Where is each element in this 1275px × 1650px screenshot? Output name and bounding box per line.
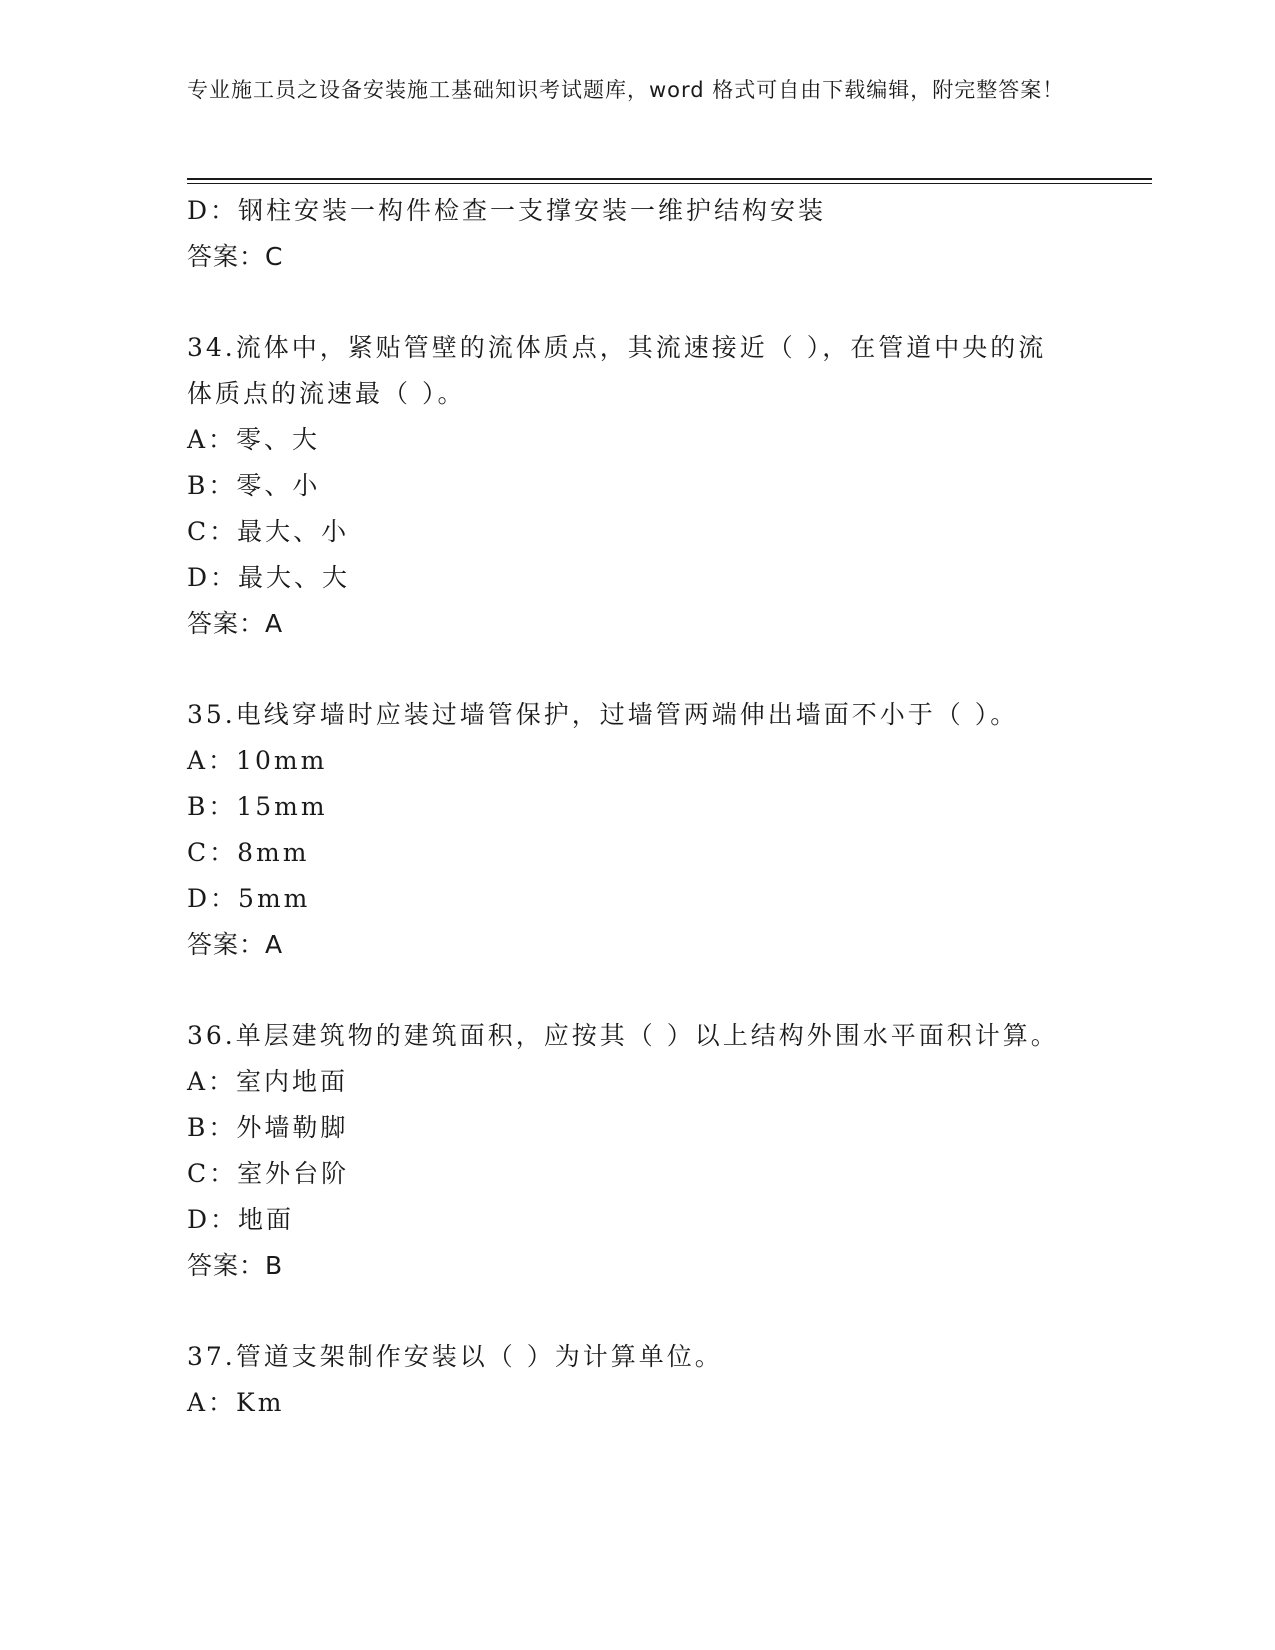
option-a: A：零、大 (187, 425, 321, 454)
answer-line: 答案：A (187, 609, 284, 638)
question-35 (187, 692, 1067, 968)
option-a: A：Km (187, 1388, 285, 1417)
question-36 (187, 1013, 1067, 1289)
option-b: B：15mm (187, 792, 328, 821)
question-stem: 35.电线穿墙时应装过墙管保护，过墙管两端伸出墙面不小于（ ）。 (187, 700, 1019, 729)
option-a: A：室内地面 (187, 1067, 349, 1096)
option-d: D：地面 (187, 1205, 295, 1234)
option-b: B：零、小 (187, 471, 321, 500)
answer-line: 答案：B (187, 1251, 284, 1280)
option-d: D：5mm (187, 884, 311, 913)
question-34 (187, 325, 1067, 647)
option-c: C：室外台阶 (187, 1159, 350, 1188)
question-37 (187, 1334, 1067, 1426)
option-c: C：8mm (187, 838, 310, 867)
question-stem: 34.流体中，紧贴管壁的流体质点，其流速接近（ ），在管道中央的流体质点的流速最（ ）。 (187, 333, 1047, 408)
question-stem: 37.管道支架制作安装以（ ）为计算单位。 (187, 1342, 723, 1371)
carryover-block (187, 188, 1067, 280)
page-header: 专业施工员之设备安装施工基础知识考试题库，word 格式可自由下载编辑，附完整答案！ (187, 78, 1065, 102)
option-d: D：最大、大 (187, 563, 351, 592)
answer-line: 答案：A (187, 930, 284, 959)
option-c: C：最大、小 (187, 517, 350, 546)
question-stem: 36.单层建筑物的建筑面积，应按其（ ）以上结构外围水平面积计算。 (187, 1021, 1059, 1050)
header-rule-thick (187, 178, 1152, 180)
answer-line: 答案：C (187, 242, 284, 271)
option-b: B：外墙勒脚 (187, 1113, 349, 1142)
option-a: A：10mm (187, 746, 328, 775)
option-d: D：钢柱安装一构件检查一支撑安装一维护结构安装 (187, 196, 827, 225)
question-list (187, 188, 1067, 1426)
header-rule-thin (187, 183, 1152, 184)
